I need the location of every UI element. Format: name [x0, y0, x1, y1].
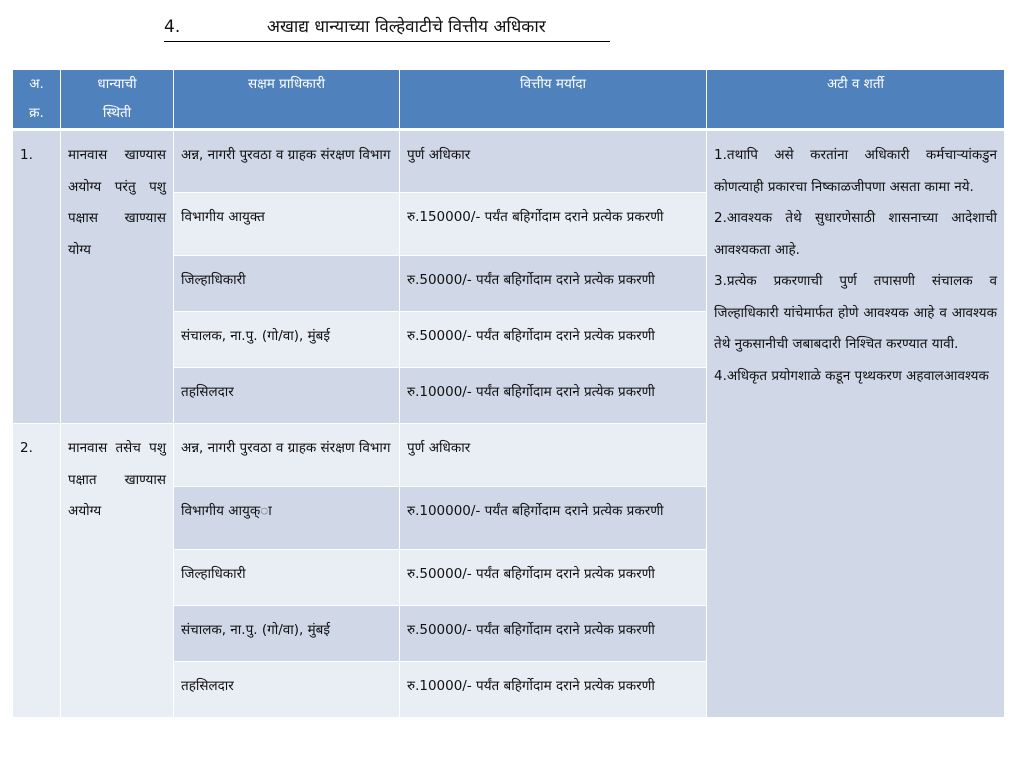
authority-cell: तहसिलदार	[174, 368, 400, 424]
limit-cell: रु.50000/- पर्यंत बहिर्गोदाम दराने प्रत्येक प्रकरणी	[400, 256, 707, 312]
limit-cell: रु.150000/- पर्यंत बहिर्गोदाम दराने प्रत्येक प्रकरणी	[400, 193, 707, 256]
authority-cell: संचालक, ना.पु. (गो/वा), मुंबई	[174, 606, 400, 662]
conditions-cell	[707, 130, 1005, 718]
grain-condition: मानवास खाण्यास अयोग्य परंतु पशु पक्षास खाण्यास योग्य	[61, 130, 174, 424]
group-sr: 1.	[13, 130, 61, 424]
limit-cell: रु.50000/- पर्यंत बहिर्गोदाम दराने प्रत्येक प्रकरणी	[400, 312, 707, 368]
condition-item: 4.अधिकृत प्रयोगशाळे कडून पृथ्थकरण अहवालआवश्यक	[714, 367, 989, 384]
limit-cell: रु.10000/- पर्यंत बहिर्गोदाम दराने प्रत्येक प्रकरणी	[400, 368, 707, 424]
header-grain-condition: धान्याची स्थिती	[61, 70, 174, 130]
group-sr: 2.	[13, 424, 61, 718]
condition-item: 3.प्रत्येक प्रकरणाची पुर्ण तपासणी संचालक व जिल्हाधिकारी यांचेमार्फत होणे आवश्यक आहे व आवश्यक तेथे नुकसानीची जबाबदारी निश्चित करण्यात यावी.	[714, 273, 997, 352]
authority-cell: तहसिलदार	[174, 662, 400, 718]
limit-cell: रु.50000/- पर्यंत बहिर्गोदाम दराने प्रत्येक प्रकरणी	[400, 550, 707, 606]
authority-cell: विभागीय आयुक्ा	[174, 487, 400, 550]
authority-cell: जिल्हाधिकारी	[174, 550, 400, 606]
limit-cell: रु.10000/- पर्यंत बहिर्गोदाम दराने प्रत्येक प्रकरणी	[400, 662, 707, 718]
section-title: अखाद्य धान्याच्या विल्हेवाटीचे वित्तीय अधिकार	[267, 17, 546, 37]
authority-cell: अन्न, नागरी पुरवठा व ग्राहक संरक्षण विभाग	[174, 130, 400, 193]
authority-cell: अन्न, नागरी पुरवठा व ग्राहक संरक्षण विभाग	[174, 424, 400, 487]
table-header-row	[13, 70, 1005, 130]
limit-cell: रु.100000/- पर्यंत बहिर्गोदाम दराने प्रत्येक प्रकरणी	[400, 487, 707, 550]
header-authority: सक्षम प्राधिकारी	[174, 70, 400, 130]
grain-condition: मानवास तसेच पशु पक्षात खाण्यास अयोग्य	[61, 424, 174, 718]
table-row	[13, 130, 1005, 193]
limit-cell: पुर्ण अधिकार	[400, 130, 707, 193]
section-number: 4.	[164, 17, 181, 37]
header-terms-conditions: अटी व शर्ती	[707, 70, 1005, 130]
condition-item: 1.तथापि असे करतांना अधिकारी कर्मचाऱ्यांकडुन कोणत्याही प्रकारचा निष्काळजीपणा असता कामा नये.	[714, 147, 997, 195]
authority-table	[12, 69, 1005, 718]
header-sr-no: अ. क्र.	[13, 70, 61, 130]
header-financial-limit: वित्तीय मर्यादा	[400, 70, 707, 130]
authority-cell: संचालक, ना.पु. (गो/वा), मुंबई	[174, 312, 400, 368]
limit-cell: पुर्ण अधिकार	[400, 424, 707, 487]
limit-cell: रु.50000/- पर्यंत बहिर्गोदाम दराने प्रत्येक प्रकरणी	[400, 606, 707, 662]
authority-cell: जिल्हाधिकारी	[174, 256, 400, 312]
authority-cell: विभागीय आयुक्त	[174, 193, 400, 256]
page-title	[164, 14, 610, 42]
condition-item: 2.आवश्यक तेथे सुधारणेसाठी शासनाच्या आदेशाची आवश्यकता आहे.	[714, 210, 997, 258]
